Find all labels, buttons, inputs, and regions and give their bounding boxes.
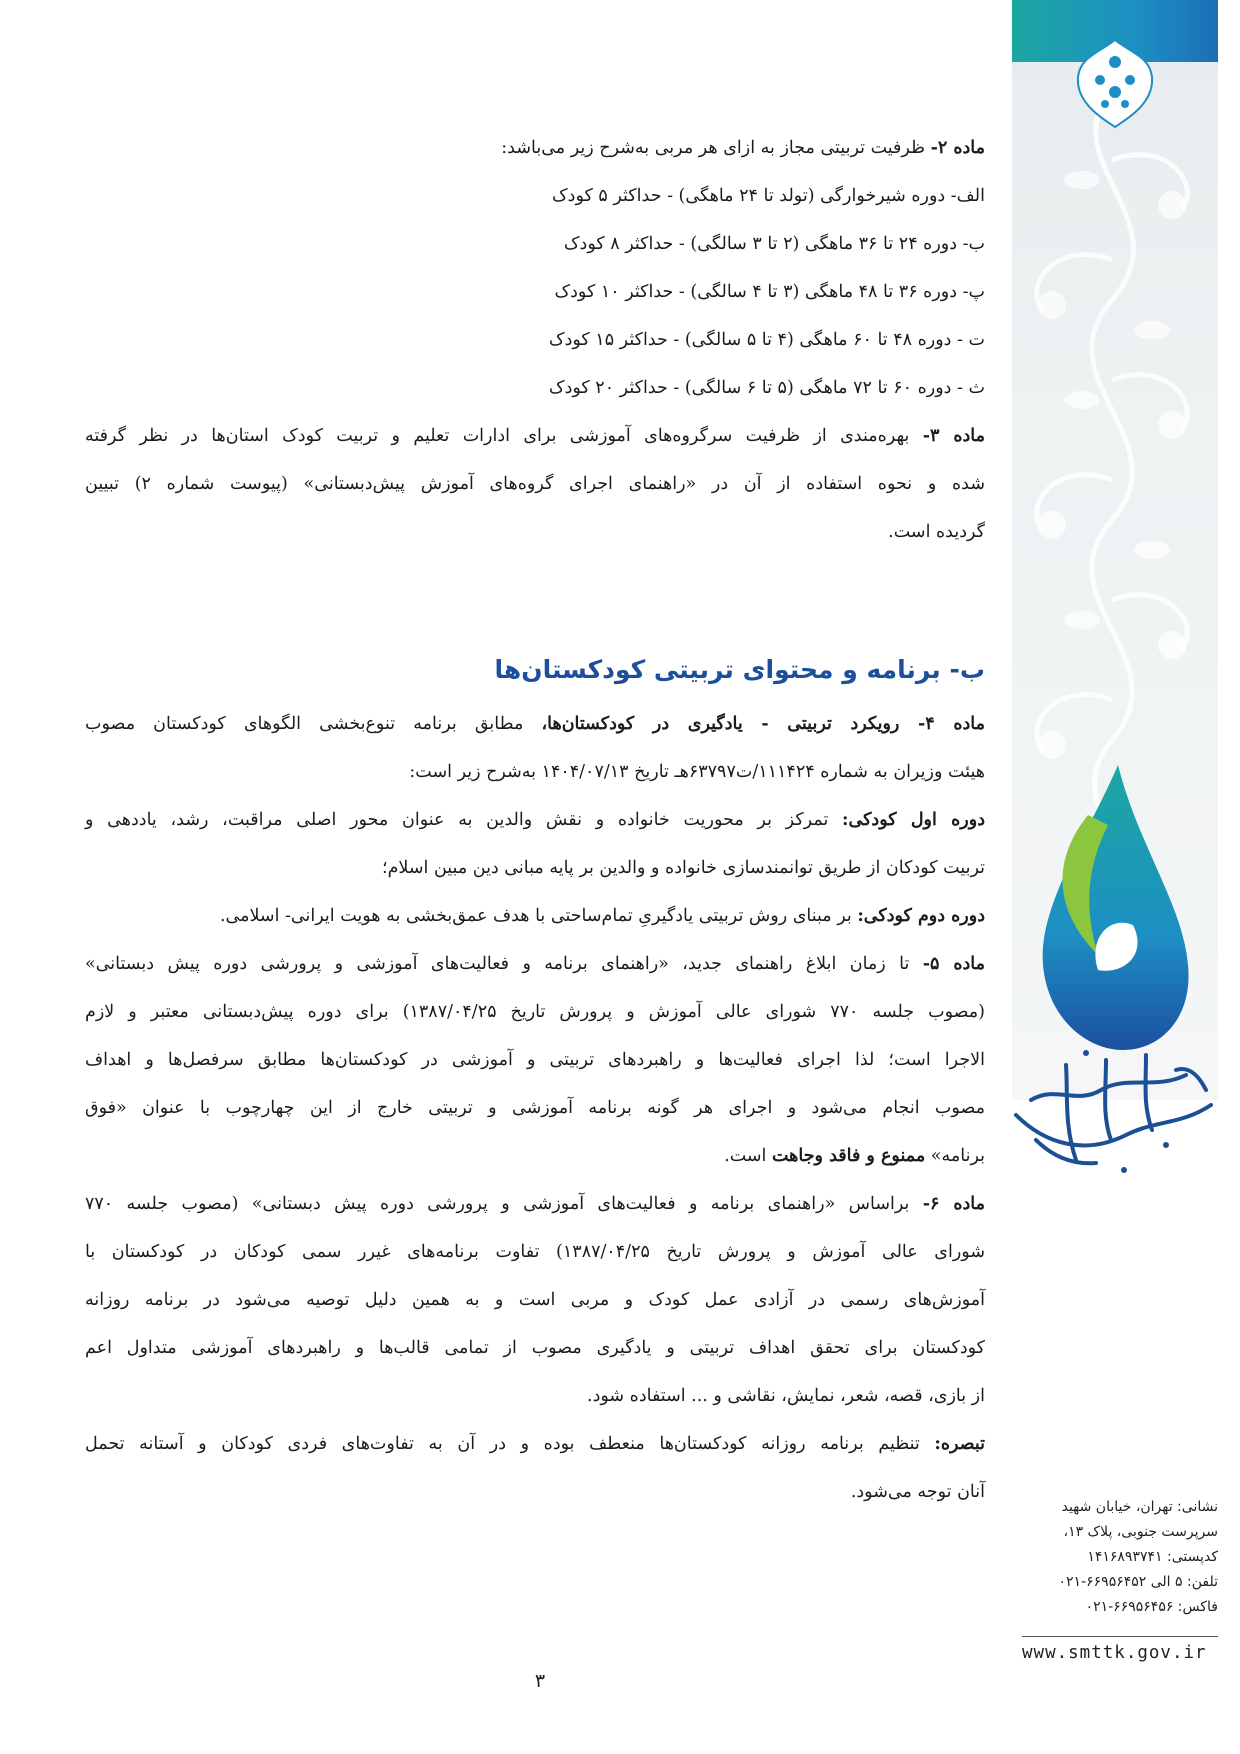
page-number: ۳ [534, 1670, 546, 1692]
article-2 [85, 124, 985, 172]
article-text-line: مصوب انجام می‌شود و اجرای هر گونه برنامه آموزشی و تربیتی خارج از این چهارچوب با عنوان «فوق [85, 1098, 985, 1118]
divider [1022, 1636, 1218, 1637]
article-text-line: (مصوب جلسه ۷۷۰ شورای عالی آموزش و پرورش تاریخ ۱۳۸۷/۰۴/۲۵) برای دوره پیش‌دبستانی معتبر و لازم [85, 1002, 986, 1022]
organization-calligraphy-logo [1006, 1045, 1221, 1180]
article-label: ماده ۳- [922, 426, 985, 446]
article-label: ماده ۶- [922, 1194, 985, 1214]
article-text-line: کودکستان برای تحقق اهداف تربیتی و یادگیری مصوب از تمامی قالب‌ها و راهبردهای آموزشی متداول اعم [85, 1338, 985, 1358]
article-label: ماده ۵- [922, 954, 985, 974]
period-1 [85, 796, 985, 844]
article-3 [85, 412, 985, 460]
article-text-line: هیئت وزیران به شماره ۱۱۱۴۲۴/ت۶۳۷۹۷هـ تاریخ ۱۴۰۴/۰۷/۱۳ به‌شرح زیر است: [409, 762, 985, 782]
postal-code: کدپستی: ۱۴۱۶۸۹۳۷۴۱ [1087, 1549, 1218, 1565]
note-text-line: آنان توجه می‌شود. [850, 1482, 985, 1502]
list-item: ت - دوره ۴۸ تا ۶۰ ماهگی (۴ تا ۵ سالگی) - حداکثر ۱۵ کودک [548, 330, 985, 350]
article-5 [85, 940, 985, 988]
article-text: براساس «راهنمای برنامه و فعالیت‌های آموزشی و پرورشی دوره پیش دبستانی» (مصوب جلسه ۷۷۰ [85, 1194, 923, 1214]
section-heading: ب- برنامه و محتوای تربیتی کودکستان‌ها [494, 655, 985, 684]
article-text-line: شده و نحوه استفاده از آن در «راهنمای اجرای گروه‌های آموزش پیش‌دبستانی» (پیوست شماره ۲) تبیین [85, 474, 985, 494]
article-text-line [85, 1132, 985, 1180]
article-text: بهره‌مندی از ظرفیت سرگروه‌های آموزشی برای ادارات تعلیم و تربیت کودک استان‌ها در نظر گرفته [85, 426, 923, 446]
article-text-line: شورای عالی آموزش و پرورش تاریخ ۱۳۸۷/۰۴/۲۵) تفاوت برنامه‌های غیرر سمی کودکان در کودکستان با [85, 1242, 985, 1262]
address-line: سرپرست جنوبی، پلاک ۱۳، [1063, 1524, 1218, 1540]
article-6 [85, 1180, 985, 1228]
article-text-line: گردیده است. [888, 522, 985, 542]
website-link[interactable]: www.smttk.gov.ir [1022, 1643, 1207, 1663]
article-text-line: الاجرا است؛ لذا اجرای فعالیت‌ها و راهبردهای تربیتی و آموزشی در کودکستان‌ها مطابق سرفصل‌ها و اهداف [85, 1050, 985, 1070]
list-item: پ- دوره ۳۶ تا ۴۸ ماهگی (۳ تا ۴ سالگی) - حداکثر ۱۰ کودک [554, 282, 985, 302]
article-text-line: آموزش‌های رسمی در آزادی عمل کودک و مربی است و به همین دلیل توصیه می‌شود در برنامه روزانه [85, 1290, 985, 1310]
article-text: تا زمان ابلاغ راهنمای جدید، «راهنمای برنامه و فعالیت‌های آموزشی و پرورشی دوره پیش دبستانی» [85, 954, 923, 974]
logo-drop-icon [1028, 755, 1198, 1055]
period-text: بر مبنای روش تربیتی یادگیریِ تمام‌ساحتی با هدف عمق‌بخشی به هویت ایرانی- اسلامی. [219, 906, 858, 926]
note-label: تبصره: [934, 1434, 985, 1454]
article-text: ظرفیت تربیتی مجاز به ازای هر مربی به‌شرح زیر می‌باشد: [501, 138, 931, 158]
text-run: است. [724, 1146, 772, 1166]
note [85, 1420, 985, 1468]
address-line: نشانی: تهران، خیابان شهید [1061, 1499, 1218, 1515]
article-text-line: از بازی، قصه، شعر، نمایش، نقاشی و ... استفاده شود. [587, 1386, 985, 1406]
emphasis-text: ممنوع و فاقد وجاهت [771, 1146, 926, 1166]
period-label: دوره دوم کودکی: [857, 906, 985, 926]
period-text: تمرکز بر محوریت خانواده و نقش والدین به عنوان محور اصلی مراقبت، رشد، یاددهی و [85, 810, 843, 830]
contact-address [1015, 1495, 1218, 1620]
phone-number: تلفن: ۵ الی ۶۶۹۵۶۴۵۲-۰۲۱ [1058, 1574, 1218, 1590]
note-text: تنظیم برنامه روزانه کودکستان‌ها منعطف بوده و در آن به تفاوت‌های فردی کودکان و آستانه تحمل [85, 1434, 935, 1454]
article-text: مطابق برنامه تنوع‌بخشی الگوهای کودکستان مصوب [85, 714, 542, 734]
period-2 [85, 892, 985, 940]
period-label: دوره اول کودکی: [842, 810, 985, 830]
emblem-icon [1060, 32, 1170, 132]
text-run: برنامه» [925, 1146, 985, 1166]
list-item: الف- دوره شیرخوارگی (تولد تا ۲۴ ماهگی) - حداکثر ۵ کودک [552, 186, 985, 206]
article-4 [85, 700, 985, 748]
article-label: ماده ۴- رویکرد تربیتی - یادگیری در کودکستان‌ها، [541, 714, 985, 734]
period-text-line: تربیت کودکان از طریق توانمندسازی خانواده و والدین بر پایه مبانی دین مبین اسلام؛ [382, 858, 985, 878]
article-label: ماده ۲- [930, 138, 985, 158]
fax-number: فاکس: ۶۶۹۵۶۴۵۶-۰۲۱ [1085, 1599, 1218, 1615]
list-item: ب- دوره ۲۴ تا ۳۶ ماهگی (۲ تا ۳ سالگی) - حداکثر ۸ کودک [563, 234, 985, 254]
list-item: ث - دوره ۶۰ تا ۷۲ ماهگی (۵ تا ۶ سالگی) - حداکثر ۲۰ کودک [548, 378, 985, 398]
